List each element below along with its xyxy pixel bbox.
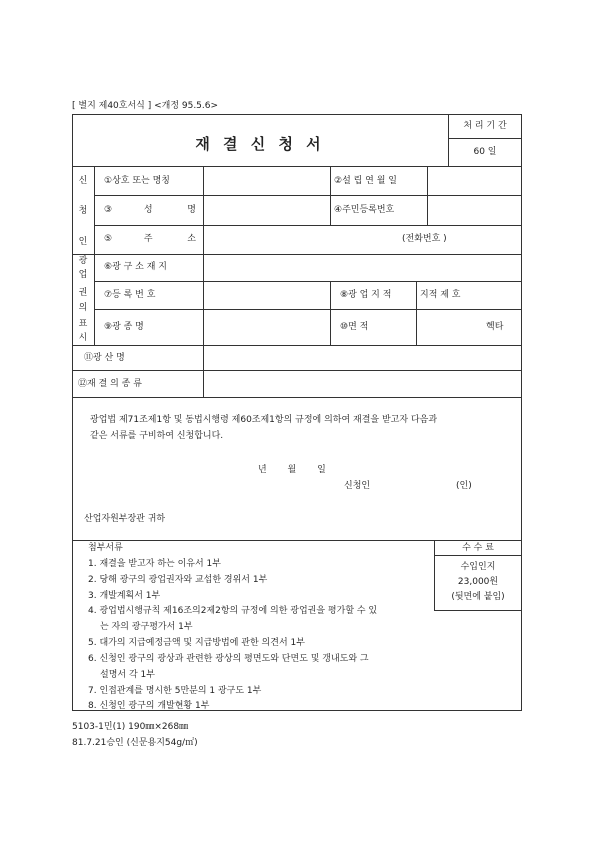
row-line [72, 345, 522, 346]
resident-number-label: ④주민등록번호 [334, 205, 395, 215]
attachment-item-continued: 설명서 각 1부 [100, 670, 155, 680]
registration-number-label: ⑦등 록 번 호 [104, 290, 156, 300]
statement-text: 같은 서류를 구비하여 신청합니다. [90, 431, 224, 441]
area-unit: 헥타 [486, 322, 504, 332]
mid-divider [330, 166, 331, 225]
footer-approval: 81.7.21승인 (신문용지54g/㎡) [72, 738, 198, 748]
attachment-item: 4. 광업법시행규칙 제16조의2제2항의 규정에 의한 광업권을 평가할 수 있 [88, 606, 378, 616]
applicant-signature-label: 신청인 [344, 481, 371, 491]
fee-title-divider [434, 555, 522, 556]
row-line [72, 397, 522, 398]
attachment-item: 1. 재결을 받고자 하는 이유서 1부 [88, 559, 221, 569]
mine-location-label: ⑥광 구 소 재 지 [104, 262, 167, 272]
row-line [94, 281, 522, 282]
mining-map-value: 지적 제 호 [420, 290, 461, 300]
processing-divider [448, 138, 522, 139]
mid-divider [416, 281, 417, 345]
row-line [72, 166, 522, 167]
mine-name-label: ⑪광 산 명 [84, 353, 125, 363]
applicant-group-char: 신 [78, 176, 88, 186]
area-label: ⑩면 적 [340, 322, 369, 332]
mine-group-char: 의 [78, 303, 88, 313]
date-line: 년 월 일 [258, 465, 326, 475]
row-line [94, 225, 522, 226]
row-line [94, 309, 522, 310]
group-divider [94, 166, 95, 345]
fee-stamp-label: 수입인지 [460, 562, 496, 572]
mid-divider [427, 166, 428, 225]
fee-title: 수 수 료 [462, 543, 494, 553]
processing-period-value: 60 일 [473, 147, 497, 157]
applicant-group-char: 청 [78, 206, 88, 216]
processing-period-label: 처 리 기 간 [463, 121, 507, 131]
mine-group-char: 표 [78, 319, 88, 329]
row-line [94, 195, 522, 196]
mineral-type-label: ⑨광 종 명 [104, 322, 144, 332]
mine-group-char: 광 [78, 256, 88, 266]
form-title: 재 결 신 청 서 [195, 135, 325, 153]
mine-group-char: 시 [78, 333, 88, 343]
footer-spec: 5103-1민(1) 190㎜×268㎜ [72, 722, 189, 732]
fee-note: (뒷면에 붙임) [451, 592, 505, 602]
addressee: 산업자원부장관 귀하 [84, 514, 166, 524]
attachment-item: 8. 신청인 광구의 개발현황 1부 [88, 701, 210, 711]
address-label: ⑤주 소 [104, 234, 196, 244]
attachment-item: 7. 인접관계를 명시한 5만분의 1 광구도 1부 [88, 686, 262, 696]
row-line [72, 370, 522, 371]
seal-mark: (인) [456, 481, 472, 491]
row-line [72, 540, 522, 541]
mid-divider [330, 281, 331, 345]
attachment-item: 6. 신청인 광구의 광상과 관련한 광상의 평면도와 단면도 및 갱내도와 그 [88, 654, 369, 664]
name-label: ③성 명 [104, 205, 196, 215]
established-date-label: ②설 립 연 월 일 [334, 176, 397, 186]
phone-label: (전화번호 ) [402, 234, 447, 244]
attachments-title: 첨부서류 [88, 543, 123, 553]
attachment-item: 3. 개발계획서 1부 [88, 591, 161, 601]
label-divider [203, 166, 204, 397]
attachment-item-continued: 는 자의 광구평가서 1부 [100, 622, 193, 632]
mine-group-char: 권 [78, 288, 88, 298]
row-line [72, 254, 522, 255]
company-name-label: ①상호 또는 명칭 [104, 176, 170, 186]
attachment-item: 2. 당해 광구의 광업권자와 교섭한 경위서 1부 [88, 575, 268, 585]
form-number-note: [ 별지 제40호서식 ] <개정 95.5.6> [72, 101, 219, 111]
decision-type-label: ⑫재 결 의 종 류 [78, 379, 142, 389]
attachment-item: 5. 대가의 지급예정금액 및 지급방법에 관한 의견서 1부 [88, 638, 305, 648]
fee-amount: 23,000원 [457, 577, 499, 587]
mine-group-char: 업 [78, 270, 88, 280]
mining-map-label: ⑧광 업 지 적 [340, 290, 392, 300]
statement-text: 광업법 제71조제1항 및 동법시행령 제60조제1항의 규정에 의하여 재결을 받고자 다음과 [90, 415, 438, 425]
applicant-group-char: 인 [78, 237, 88, 247]
fee-bottom-divider [434, 610, 522, 611]
